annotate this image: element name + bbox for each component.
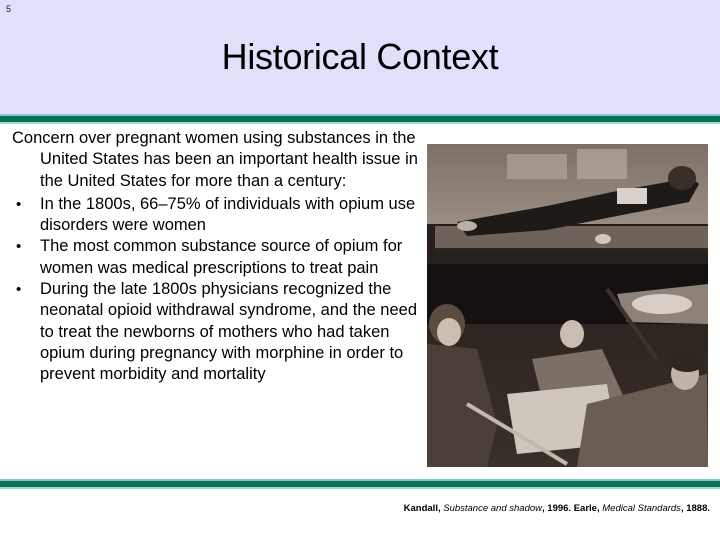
slide-title-text: Historical Context	[221, 36, 499, 77]
photo-placeholder-image	[427, 144, 708, 467]
historical-photo	[427, 144, 708, 467]
citation-title-1: Substance and shadow	[443, 503, 543, 514]
bullet-item	[12, 194, 422, 237]
citation-author-2: Earle,	[573, 503, 603, 514]
footer-divider-bar	[0, 479, 720, 489]
bullet-item	[12, 279, 422, 385]
bullet-list	[12, 194, 422, 386]
bullet-item	[12, 236, 422, 279]
slide-header	[0, 0, 720, 114]
bullet-text: The most common substance source of opium for women was medical prescriptions to treat pain	[40, 237, 403, 277]
header-divider-bar	[0, 114, 720, 124]
bullet-icon: •	[16, 281, 22, 299]
bullet-icon: •	[16, 238, 22, 256]
slide-body	[12, 124, 422, 386]
bullet-text: In the 1800s, 66–75% of individuals with opium use disorders were women	[40, 194, 416, 235]
citation-year-1: , 1996.	[542, 503, 574, 514]
slide-title	[0, 36, 720, 78]
slide-number: 5	[6, 4, 12, 14]
bullet-icon: •	[16, 195, 22, 213]
citation-author-1: Kandall,	[403, 503, 444, 514]
citation-year-2: , 1888.	[680, 503, 710, 514]
bullet-text: During the late 1800s physicians recognized the neonatal opioid withdrawal syndrome, and the need to treat the newborns of mothers who had taken opium during pregnancy with morphine in order to prevent morbidity and mortality	[40, 280, 418, 384]
intro-paragraph: Concern over pregnant women using substances in the United States has been an important health issue in the United States for more than a century:	[12, 129, 418, 190]
citation	[404, 503, 710, 514]
citation-title-2: Medical Standards	[602, 503, 681, 514]
